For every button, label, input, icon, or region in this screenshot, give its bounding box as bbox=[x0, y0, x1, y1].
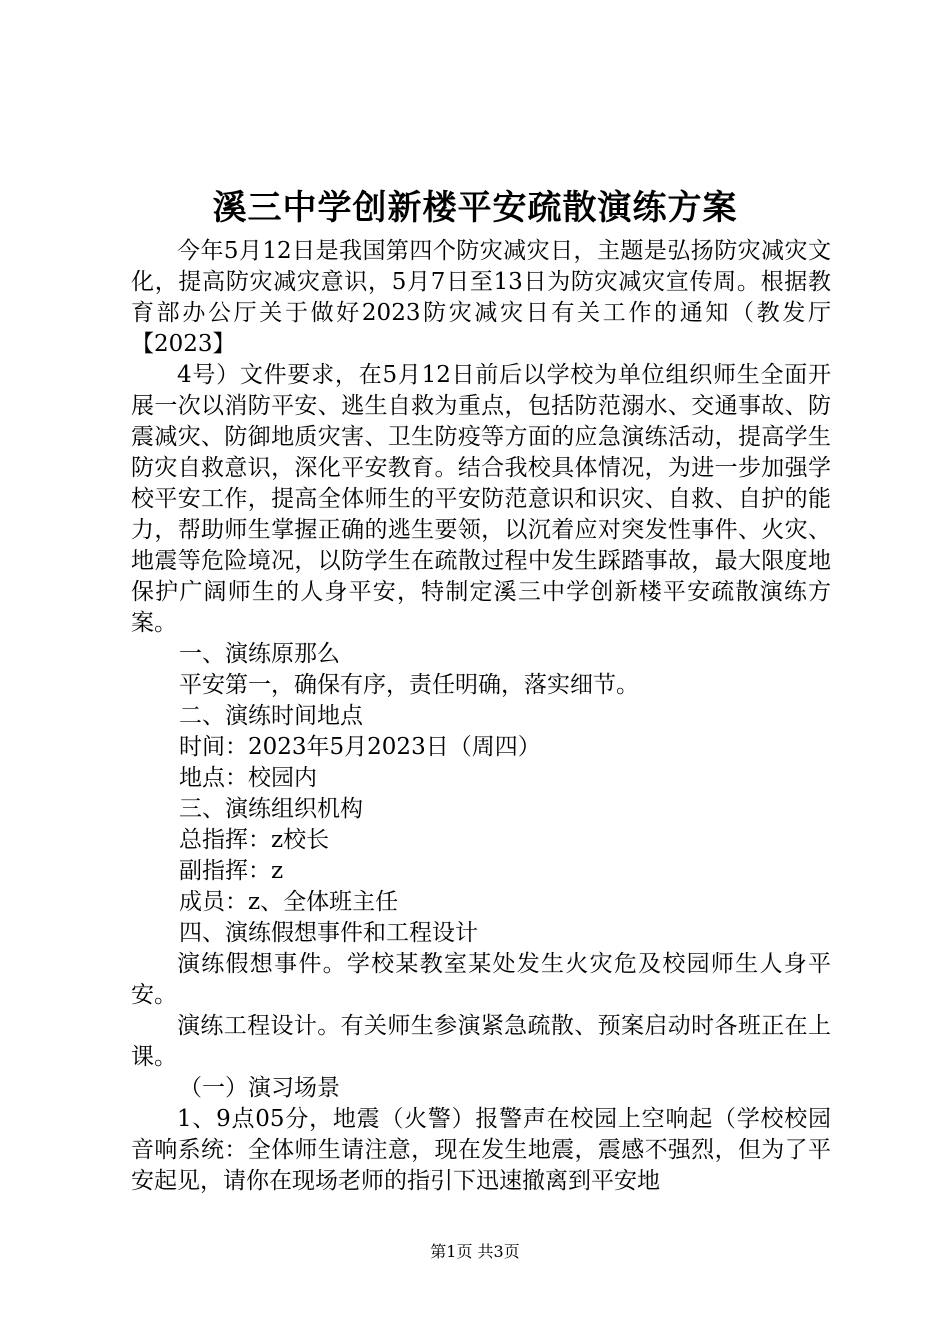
subsection-heading-scene: （一）演习场景 bbox=[179, 1075, 340, 1101]
place-line: 地点：校园内 bbox=[179, 765, 317, 791]
scenario-event-paragraph: 演练假想事件。学校某教室某处发生火灾危及校园师生人身平安。 bbox=[131, 951, 831, 1008]
members-line: 成员：z、全体班主任 bbox=[179, 889, 399, 915]
scenario-design-paragraph: 演练工程设计。有关师生参演紧急疏散、预案启动时各班正在上课。 bbox=[131, 1013, 831, 1070]
chief-commander-line: 总指挥：z校长 bbox=[179, 827, 330, 853]
section-heading-time-place: 二、演练时间地点 bbox=[179, 703, 363, 729]
section-heading-scenario: 四、演练假想事件和工程设计 bbox=[179, 920, 478, 946]
page-footer: 第1页 共3页 bbox=[430, 1242, 520, 1261]
principle-text: 平安第一，确保有序，责任明确，落实细节。 bbox=[179, 672, 639, 698]
document-title: 溪三中学创新楼平安疏散演练方案 bbox=[212, 188, 738, 228]
paragraph-intro: 今年5月12日是我国第四个防灾减灾日，主题是弘扬防灾减灾文化，提高防灾减灾意识，5月7日至13日为防灾减灾宣传周。根据教育部办公厅关于做好2023防灾减灾日有关工作的通知（教发厅【2023】 bbox=[131, 238, 831, 357]
document-body bbox=[131, 236, 831, 1197]
time-line: 时间：2023年5月2023日（周四） bbox=[179, 734, 541, 760]
scene-paragraph: 1、9点05分，地震（火警）报警声在校园上空响起（学校校园音响系统：全体师生请注意，现在发生地震，震感不强烈，但为了平安起见，请你在现场老师的指引下迅速撤离到平安地 bbox=[131, 1106, 831, 1194]
paragraph-requirements: 4号）文件要求，在5月12日前后以学校为单位组织师生全面开展一次以消防平安、逃生自救为重点，包括防范溺水、交通事故、防震减灾、防御地质灾害、卫生防疫等方面的应急演练活动，提高学生防灾自救意识，深化平安教育。结合我校具体情况，为进一步加强学校平安工作，提高全体师生的平安防范意识和识灾、自救、自护的能力，帮助师生掌握正确的逃生要领，以沉着应对突发性事件、火灾、地震等危险境况，以防学生在疏散过程中发生踩踏事故，最大限度地保护广阔师生的人身平安，特制定溪三中学创新楼平安疏散演练方案。 bbox=[131, 362, 831, 636]
deputy-commander-line: 副指挥：z bbox=[179, 858, 284, 884]
section-heading-organization: 三、演练组织机构 bbox=[179, 796, 363, 822]
section-heading-principle: 一、演练原那么 bbox=[179, 641, 340, 667]
